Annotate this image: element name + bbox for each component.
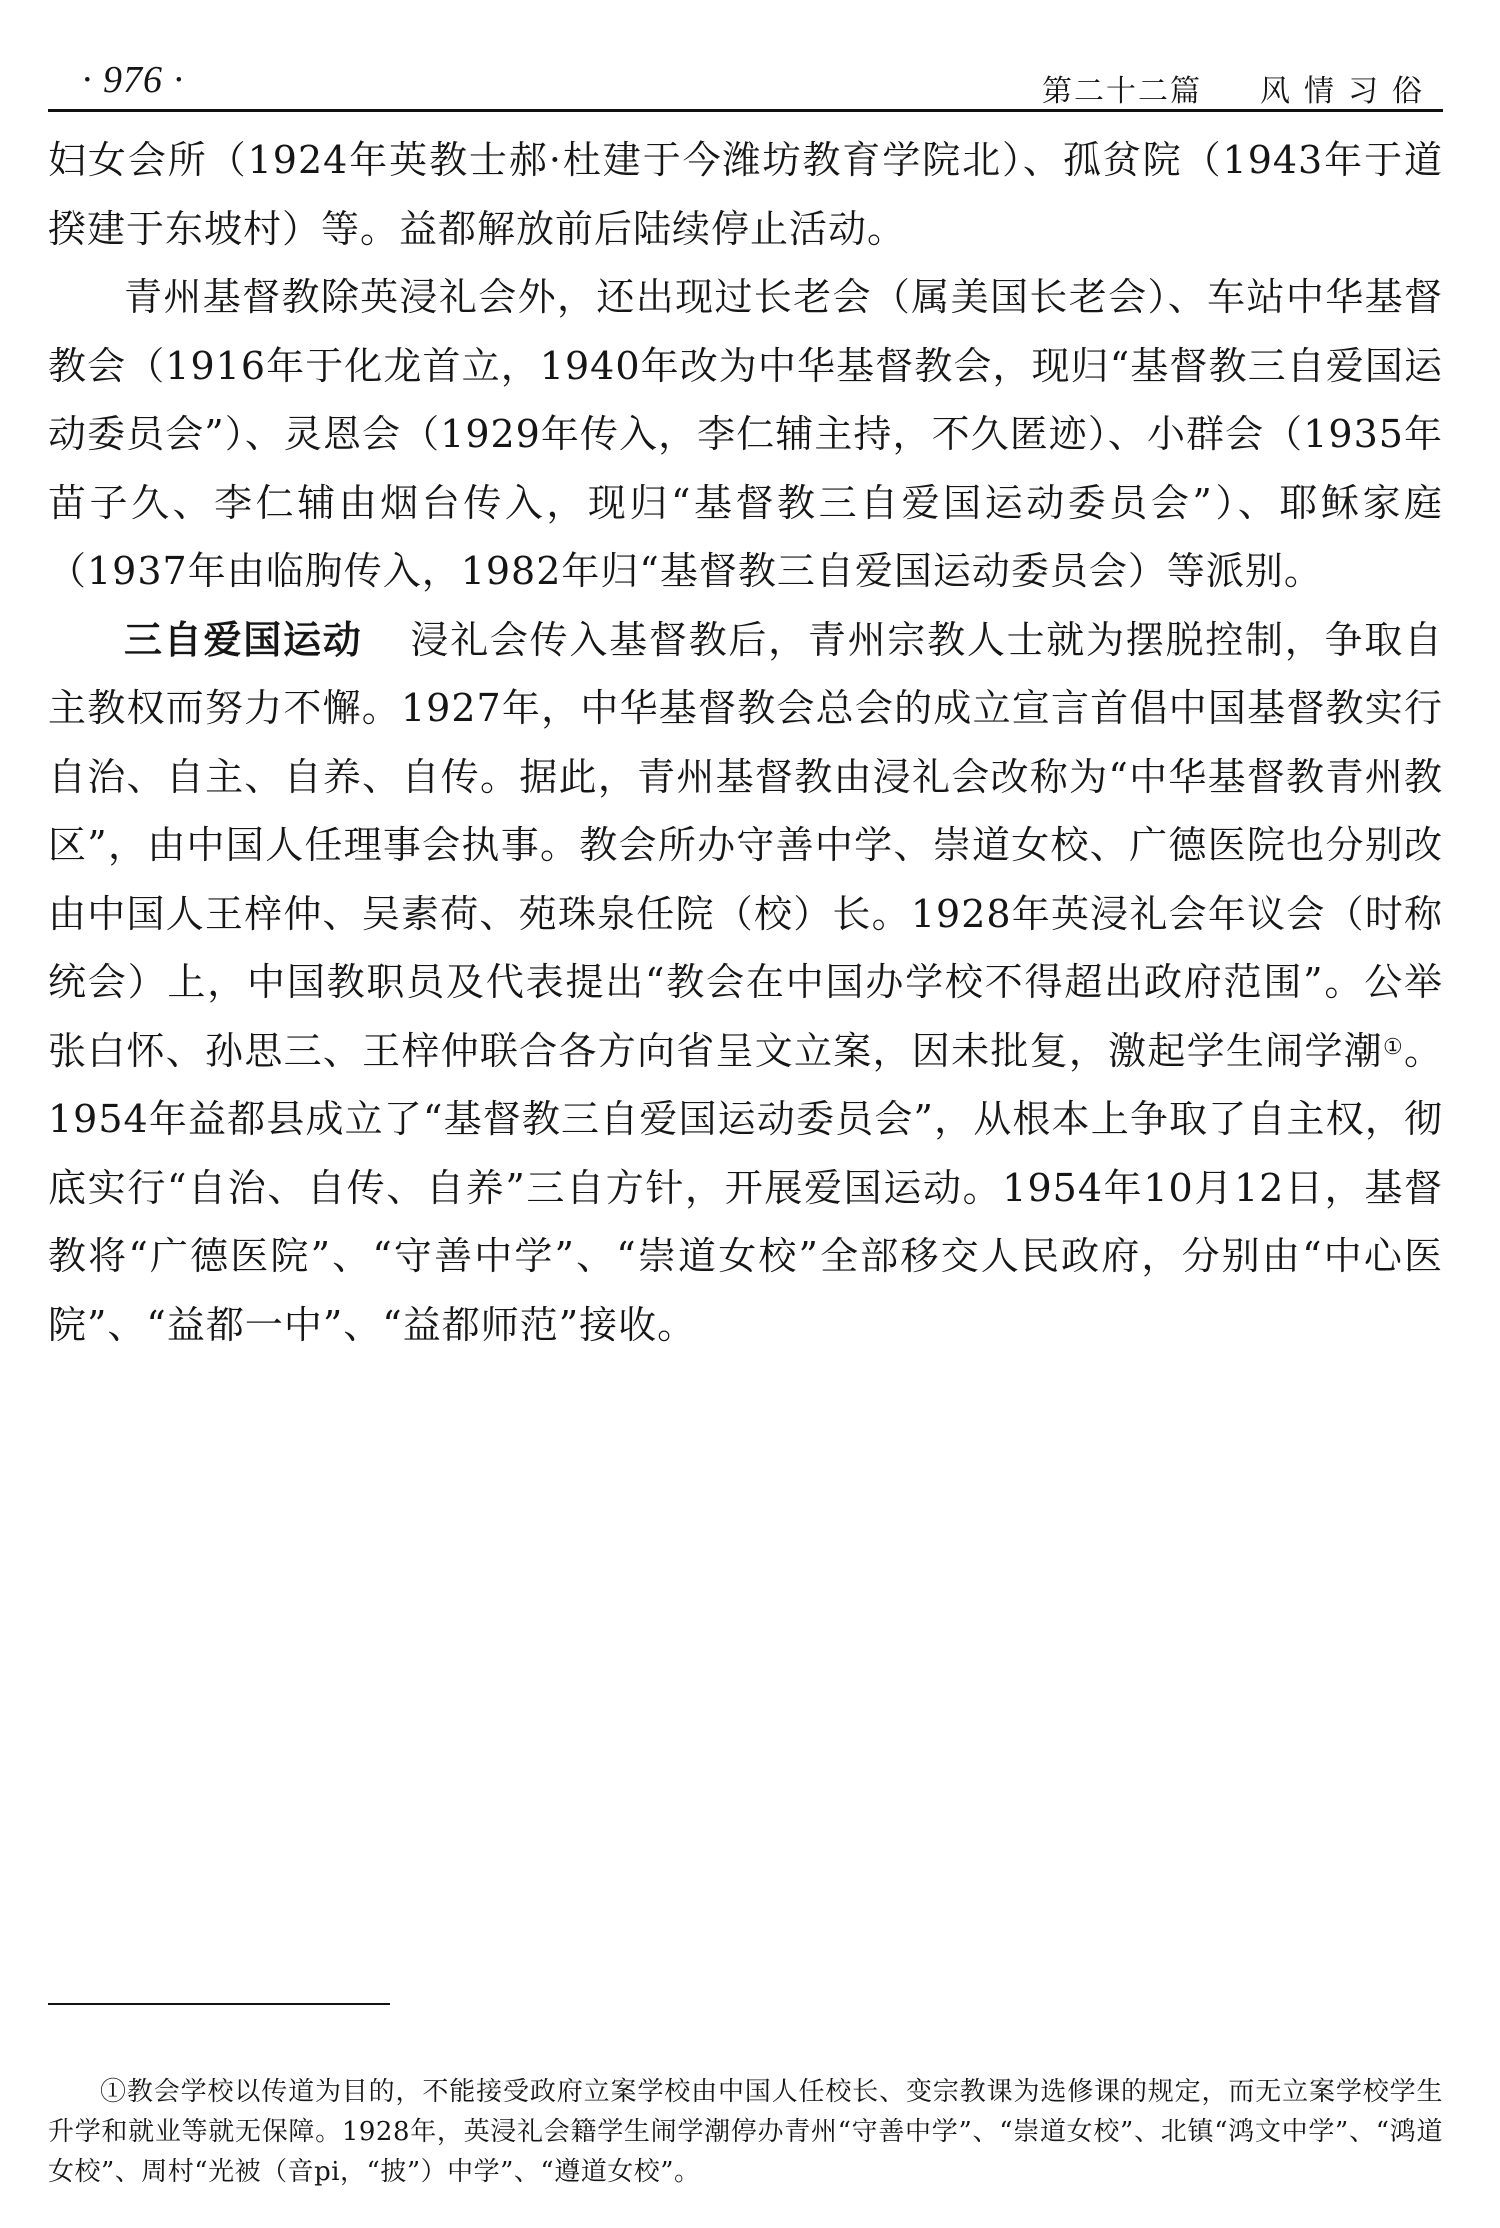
page-number: · 976 ·: [82, 59, 184, 101]
footnote-reference[interactable]: ①: [1382, 1034, 1404, 1060]
section-paragraph: [48, 606, 1443, 1360]
chapter-title: 第二十二篇: [1042, 74, 1202, 109]
header-rule: [48, 109, 1443, 112]
section-title: 风情习俗: [1260, 74, 1436, 109]
paragraph-continued: 妇女会所（1924年英教士郝·杜建于今潍坊教育学院北）、孤贫院（1943年于道揆建于东坡村）等。益都解放前后陆续停止活动。: [48, 138, 1443, 251]
footnote-rule: [48, 2003, 390, 2005]
running-head: [1042, 66, 1436, 110]
footnote: [48, 2072, 1443, 2192]
body-text: [48, 126, 1443, 1359]
paragraph: 青州基督教除英浸礼会外，还出现过长老会（属美国长老会）、车站中华基督教会（1916年于化龙首立，1940年改为中华基督教会，现归“基督教三自爱国运动委员会”）、灵恩会（1929年传入，李仁辅主持，不久匿迹）、小群会（1935年苗子久、李仁辅由烟台传入，现归“基督教三自爱国运动委员会”）、耶稣家庭（1937年由临朐传入，1982年归“基督教三自爱国运动委员会）等派别。: [48, 275, 1443, 593]
section-heading: 三自爱国运动: [124, 617, 363, 662]
section-text-part1: 浸礼会传入基督教后，青州宗教人士就为摆脱控制，争取自主教权而努力不懈。1927年，中华基督教会总会的成立宣言首倡中国基督教实行自治、自主、自养、自传。据此，青州基督教由浸礼会改称为“中华基督教青州教区”，由中国人任理事会执事。教会所办守善中学、崇道女校、广德医院也分别改由中国人王梓仲、吴素荷、苑珠泉任院（校）长。1928年英浸礼会年议会（时称统会）上，中国教职员及代表提出“教会在中国办学校不得超出政府范围”。公举张白怀、孙思三、王梓仲联合各方向省呈文立案，因未批复，激起学生闹学潮: [48, 617, 1443, 1073]
page-header: [48, 52, 1438, 108]
section-text-part2: 。1954年益都县成立了“基督教三自爱国运动委员会”，从根本上争取了自主权，彻底实行“自治、自传、自养”三自方针，开展爱国运动。1954年10月12日，基督教将“广德医院”、“守善中学”、“崇道女校”全部移交人民政府，分别由“中心医院”、“益都一中”、“益都师范”接收。: [48, 1028, 1443, 1347]
footnote-text: 教会学校以传道为目的，不能接受政府立案学校由中国人任校长、变宗教课为选修课的规定，而无立案学校学生升学和就业等就无保障。1928年，英浸礼会籍学生闹学潮停办青州“守善中学”、“崇道女校”、北镇“鸿文中学”、“鸿道女校”、周村“光被（音pi，“披”）中学”、“遵道女校”。: [48, 2077, 1443, 2187]
footnote-number: ①: [100, 2077, 127, 2107]
